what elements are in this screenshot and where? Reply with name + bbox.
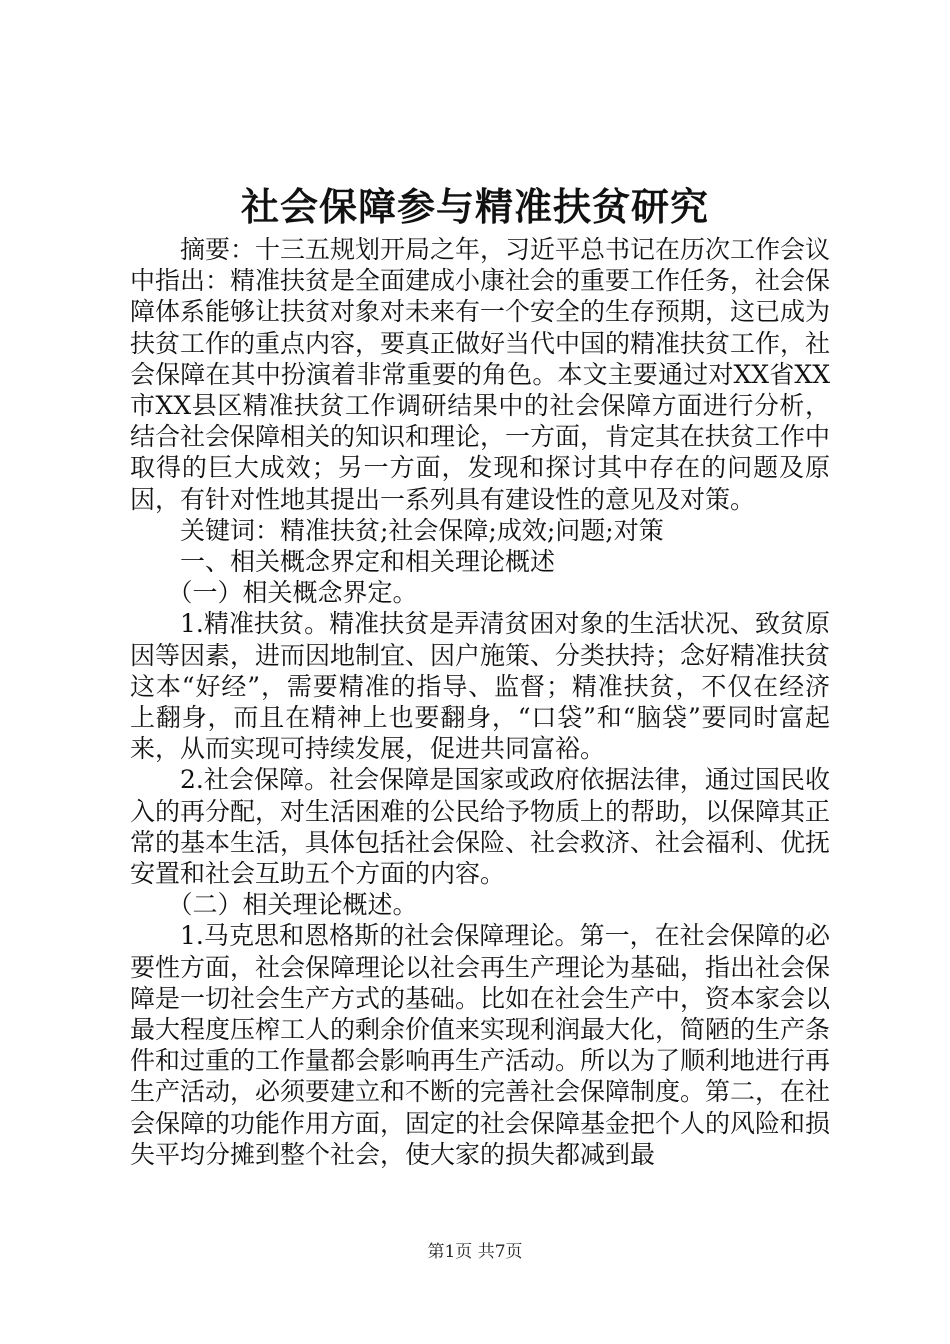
document-body — [130, 234, 830, 1170]
body-paragraph: 1.精准扶贫。精准扶贫是弄清贫困对象的生活状况、致贫原因等因素，进而因地制宜、因户施策、分类扶持；念好精准扶贫这本“好经”，需要精准的指导、监督；精准扶贫，不仅在经济上翻身，而且在精神上也要翻身，“口袋”和“脑袋”要同时富起来，从而实现可持续发展，促进共同富裕。 — [130, 609, 831, 764]
page-number-footer: 第1页 共7页 — [427, 1242, 523, 1262]
section-heading: 一、相关概念界定和相关理论概述 — [180, 547, 556, 577]
keywords-paragraph: 关键词：精准扶贫;社会保障;成效;问题;对策 — [180, 515, 664, 545]
subsection-heading: （二）相关理论概述。 — [167, 890, 418, 920]
body-paragraph: 2.社会保障。社会保障是国家或政府依据法律，通过国民收入的再分配，对生活困难的公民给予物质上的帮助，以保障其正常的基本生活，具体包括社会保险、社会救济、社会福利、优抚安置和社会互助五个方面的内容。 — [130, 765, 831, 889]
abstract-paragraph: 摘要：十三五规划开局之年，习近平总书记在历次工作会议中指出：精准扶贫是全面建成小康社会的重要工作任务，社会保障体系能够让扶贫对象对未来有一个安全的生存预期，这已成为扶贫工作的重点内容，要真正做好当代中国的精准扶贫工作，社会保障在其中扮演着非常重要的角色。本文主要通过对XX省XX市XX县区精准扶贫工作调研结果中的社会保障方面进行分析，结合社会保障相关的知识和理论，一方面，肯定其在扶贫工作中取得的巨大成效；另一方面，发现和探讨其中存在的问题及原因，有针对性地其提出一系列具有建设性的意见及对策。 — [130, 235, 831, 514]
body-paragraph: 1.马克思和恩格斯的社会保障理论。第一，在社会保障的必要性方面，社会保障理论以社会再生产理论为基础，指出社会保障是一切社会生产方式的基础。比如在社会生产中，资本家会以最大程度压榨工人的剩余价值来实现利润最大化，简陋的生产条件和过重的工作量都会影响再生产活动。所以为了顺利地进行再生产活动，必须要建立和不断的完善社会保障制度。第二，在社会保障的功能作用方面，固定的社会保障基金把个人的风险和损失平均分摊到整个社会，使大家的损失都减到最 — [130, 921, 831, 1169]
page-title: 社会保障参与精准扶贫研究 — [240, 184, 709, 229]
subsection-heading: （一）相关概念界定。 — [167, 578, 418, 608]
